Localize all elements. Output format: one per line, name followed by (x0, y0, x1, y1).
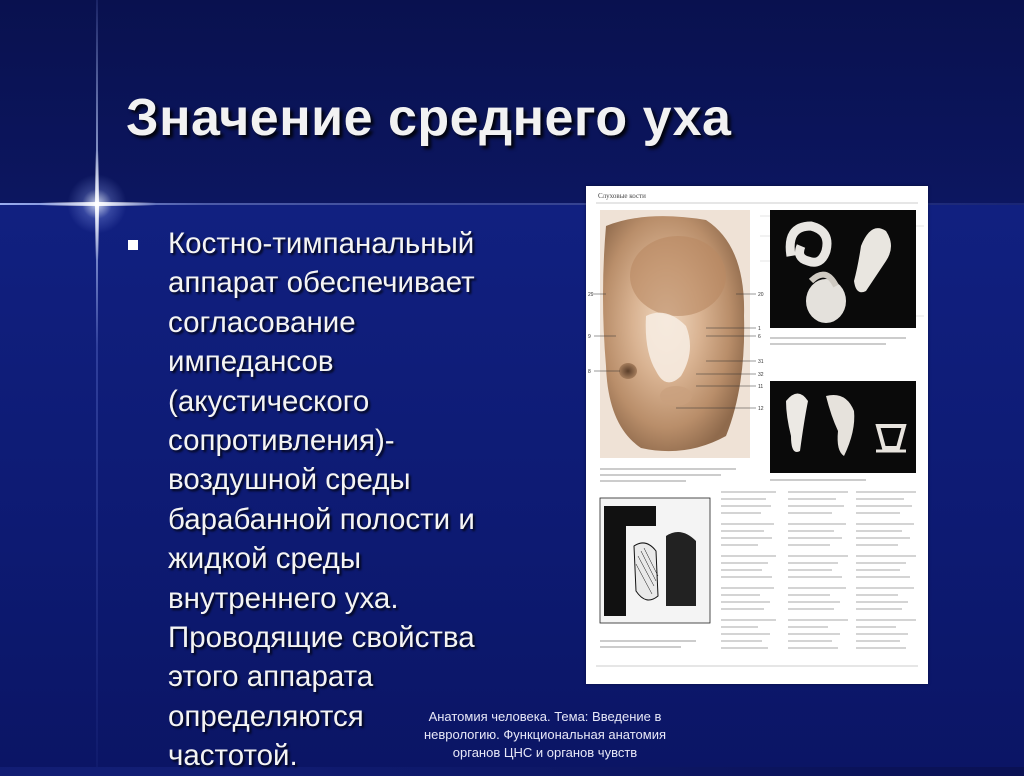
legend-text-lines (721, 492, 916, 648)
figure-caption: Слуховые кости (598, 192, 646, 200)
svg-text:12: 12 (758, 406, 764, 412)
slide-footer: Анатомия человека. Тема: Введение в неврологию. Функциональная анатомия органов ЦНС и органов чувств (423, 709, 667, 760)
svg-text:29: 29 (588, 292, 594, 298)
vertical-accent-line (96, 0, 98, 767)
svg-text:20: 20 (758, 292, 764, 298)
svg-text:9: 9 (588, 334, 591, 340)
ear-anatomy-illustration (586, 186, 928, 684)
bullet-text: Костно-тимпанальный аппарат обеспечивает согласование импедансов (акустического сопротивления)- воздушной среды барабанной полости и жидкой среды внутреннего уха. Проводящие свойства этого аппарата определяются частотой. (168, 227, 475, 773)
svg-text:8: 8 (588, 369, 591, 375)
anatomy-figure (586, 186, 928, 684)
slide-title: Значение среднего уха (126, 89, 732, 147)
sparkle-ray-vertical (95, 150, 99, 260)
bullet-list (128, 224, 538, 776)
svg-text:31: 31 (758, 359, 764, 365)
bullet-square-icon (128, 240, 138, 250)
svg-text:11: 11 (758, 384, 764, 390)
svg-text:32: 32 (758, 372, 764, 378)
svg-text:6: 6 (758, 334, 761, 340)
svg-text:1: 1 (758, 326, 761, 332)
